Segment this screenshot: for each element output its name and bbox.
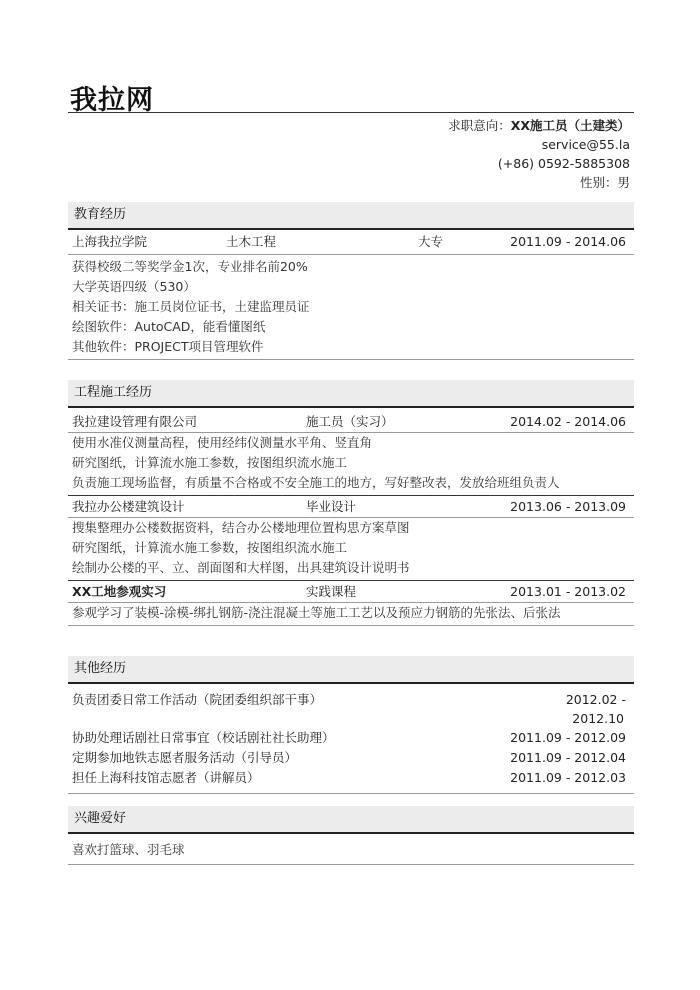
entry-role: 实践课程: [306, 584, 357, 599]
education-line: 大学英语四级（530）: [72, 279, 196, 294]
entry-company: XX工地参观实习: [72, 584, 167, 599]
education-major: 土木工程: [226, 234, 277, 249]
list-item: [68, 768, 634, 788]
other-item-text: 担任上海科技馆志愿者（讲解员）: [72, 770, 260, 785]
divider: [68, 793, 634, 794]
list-item: [68, 728, 634, 748]
education-degree: 大专: [418, 234, 444, 249]
entry-role: 施工员（实习）: [306, 414, 394, 429]
entry-line: 使用水准仪测量高程，使用经纬仪测量水平角、竖直角: [72, 435, 373, 450]
engineering-entry-header: [68, 581, 634, 602]
other-section: [68, 656, 634, 794]
entry-role: 毕业设计: [306, 499, 357, 514]
divider: [68, 864, 634, 865]
education-title: 教育经历: [68, 202, 634, 230]
education-line: 其他软件：PROJECT项目管理软件: [72, 339, 264, 354]
education-school: 上海我拉学院: [72, 234, 148, 249]
entry-date: 2013.06 - 2013.09: [510, 499, 626, 514]
other-item-date-start: 2012.02 -: [565, 692, 626, 707]
contact-email: service@55.la: [541, 137, 630, 152]
job-intent-label: 求职意向：: [448, 118, 511, 133]
education-header-row: [68, 230, 634, 254]
hobbies-section: [68, 806, 634, 865]
entry-company: 我拉办公楼建筑设计: [72, 499, 185, 514]
entry-line: 参观学习了装模-涂模-绑扎钢筋-浇注混凝土等施工工艺以及预应力钢筋的先张法、后张法: [72, 605, 561, 620]
header-divider: [68, 112, 634, 113]
job-intent-value: XX施工员（土建类）: [510, 118, 630, 133]
entry-line: 搜集整理办公楼数据资料，结合办公楼地理位置构思方案草图: [72, 520, 410, 535]
hobbies-title: 兴趣爱好: [68, 806, 634, 834]
divider: [68, 625, 634, 626]
other-item-date: 2011.09 - 2012.04: [510, 750, 626, 765]
other-title: 其他经历: [68, 656, 634, 684]
other-item-text: 定期参加地铁志愿者服务活动（引导员）: [72, 750, 298, 765]
other-item-text: 协助处理话剧社日常事宜（校话剧社社长助理）: [72, 730, 335, 745]
list-item: [68, 748, 634, 768]
education-line: 获得校级二等奖学金1次，专业排名前20%: [72, 259, 308, 274]
resume-name: 我拉网: [70, 85, 154, 116]
engineering-section: [68, 380, 634, 626]
other-item-date-end: 2012.10: [572, 711, 624, 726]
engineering-entry-header: [68, 411, 634, 432]
education-section: [68, 202, 634, 360]
other-item-date: 2011.09 - 2012.09: [510, 730, 626, 745]
entry-line: 绘制办公楼的平、立、剖面图和大样图，出具建筑设计说明书: [72, 560, 410, 575]
entry-date: 2014.02 - 2014.06: [510, 414, 626, 429]
engineering-title: 工程施工经历: [68, 380, 634, 408]
divider: [68, 254, 634, 255]
hobbies-text: 喜欢打篮球、羽毛球: [72, 842, 185, 857]
list-item: [68, 688, 634, 728]
other-item-date: 2011.09 - 2012.03: [510, 770, 626, 785]
job-intent: [448, 116, 630, 135]
entry-line: 研究图纸，计算流水施工参数，按图组织流水施工: [72, 455, 348, 470]
entry-line: 负责施工现场监督，有质量不合格或不安全施工的地方，写好整改表，发放给班组负责人: [72, 475, 560, 490]
other-item-text: 负责团委日常工作活动（院团委组织部干事）: [72, 692, 323, 707]
divider: [68, 359, 634, 360]
contact-gender: 性别：男: [579, 175, 630, 190]
entry-date: 2013.01 - 2013.02: [510, 584, 626, 599]
engineering-entry-header: [68, 496, 634, 517]
entry-line: 研究图纸，计算流水施工参数，按图组织流水施工: [72, 540, 348, 555]
other-item-date: [566, 690, 626, 728]
education-line: 相关证书：施工员岗位证书，土建监理员证: [72, 299, 310, 314]
contact-block: [448, 116, 630, 192]
contact-phone: (+86) 0592-5885308: [497, 156, 630, 171]
education-line: 绘图软件：AutoCAD，能看懂图纸: [72, 319, 266, 334]
entry-company: 我拉建设管理有限公司: [72, 414, 198, 429]
education-date: 2011.09 - 2014.06: [510, 234, 626, 249]
